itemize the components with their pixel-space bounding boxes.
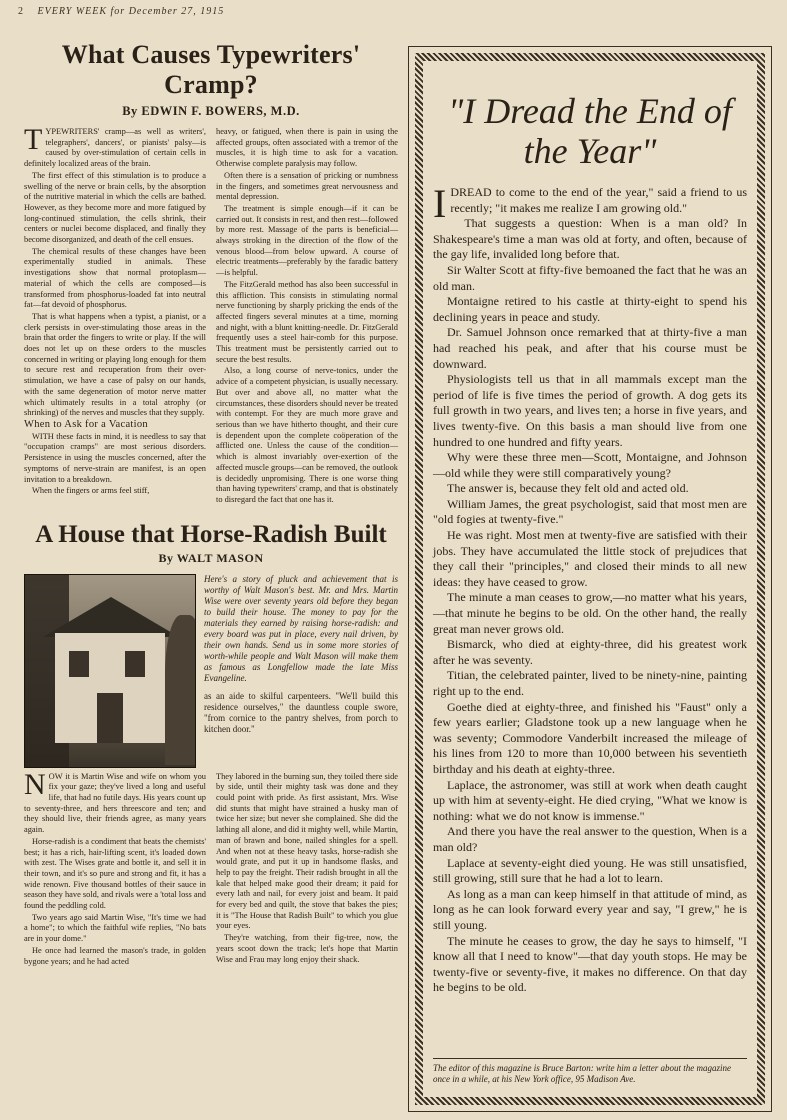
article2-title: A House that Horse-Radish Built <box>35 520 387 548</box>
tree-shape <box>165 615 196 765</box>
article1-body <box>24 123 398 507</box>
article1-p1 <box>24 123 206 170</box>
intro-continuation: as an aide to skilful carpenteers. "We'll build this residence ourselves," the dauntless couple swore, "from cornice to the pantry shelves, from porch to kitchen door." <box>204 690 398 734</box>
paragraph: That suggests a question: When is a man old? In Shakespeare's time a man was old at forty, and often, because of the gay life, invalided long before that. <box>433 216 747 262</box>
paragraph: Sir Walter Scott at fifty-five bemoaned the fact that he was an old man. <box>433 262 747 293</box>
article2-col1 <box>24 767 206 969</box>
paragraph: Why were these three men—Scott, Montaigne, and Johnson—old while they were still comparatively young? <box>433 450 747 480</box>
house-shape <box>55 633 165 743</box>
paragraph: Goethe died at eighty-three, and finished his "Faust" only a few years earlier; Gladstone took up a new language when he was seventy; Commodore Vanderbilt increased the mileage of his lines from 120 to more than 10,000 between his seventieth birthday and his death at eighty-three. <box>433 699 747 776</box>
paragraph: Physiologists tell us that in all mammals except man the period of life is five times the period of growth. A dog gets its full growth in two years, and lives ten; a horse in five years, and lives twenty-five. On this basis a man should live from one hundred to one hundred and fifty years. <box>433 372 747 449</box>
left-column <box>24 22 398 968</box>
article1-title: What Causes Typewriters' Cramp? <box>61 40 361 99</box>
paragraph-text: OW it is Martin Wise and wife on whom you fix your gaze; they've lived a long and useful life, that had no futile days. His years count up to seventy-three, and hers threescore and ten; and they should live, their friends agree, as many years again. <box>24 771 206 835</box>
paragraph: Laplace at seventy-eight died young. He was still unsatisfied, still growing, still sure that he had a lot to learn. <box>433 855 747 886</box>
paragraph: They're watching, from their fig-tree, now, the years scoot down the track; let's hope that Martin Wise and Frau may long enjoy their shack. <box>216 933 398 964</box>
running-head <box>18 6 224 17</box>
essay-content <box>433 69 747 1085</box>
paragraph-text: DREAD to come to the end of the year," said a friend to us recently; "it makes me realize I am growing old." <box>450 185 747 215</box>
running-title: EVERY WEEK for December 27, 1915 <box>37 6 225 17</box>
paragraph: The FitzGerald method has also been successful in this affliction. This consists in stimulating normal nerve functioning by sharply pricking the ends of the affected fingers several minutes at a time, morning and night, with a blunt knitting-needle. Dr. FitzGerald frequently uses a steel hair-comb for this purpose. This treatment must be persistently carried out to secure the best results. <box>216 279 398 364</box>
paragraph: Titian, the celebrated painter, lived to be ninety-nine, painting right up to the end. <box>433 668 747 698</box>
paragraph: When the fingers or arms feel stiff, <box>32 486 150 496</box>
paragraph: And there you have the real answer to the question, When is a man old? <box>433 824 747 854</box>
paragraph: The minute he ceases to grow, the day he says to himself, "I know all that I need to know"—that day youth stops. He may be twenty-five or seventy-five, it makes no difference. On that day he begins to be old. <box>433 933 747 995</box>
paragraph: Laplace, the astronomer, was still at work when death caught up with him at seventy-eight. He died crying, "What we know is nothing: what we do not know is immense." <box>433 777 747 823</box>
paragraph: Bismarck, who died at eighty-three, did his greatest work after he was seventy. <box>433 637 747 667</box>
paragraph: Also, a long course of nerve-tonics, under the advice of a competent physician, is usually necessary. But over and above all, no matter what the circumstances, these disorders should never be treated with contempt. For they are much more grave and serious than we have hitherto thought, and their cure is dependent upon the complete coöperation of the afflicted one. Unless the cause of the condition—which is almost invariably over-exertion of the affected muscle groups—can be removed, the outlook is decidedly unpromising. There is one worse thing than having typewriters' cramp, and that is obstinately to disregard the fact that one has it. <box>216 366 398 504</box>
paragraph: Often there is a sensation of pricking or numbness in the fingers, and sometimes great nervousness and mental depression. <box>216 170 398 202</box>
paragraph: The minute a man ceases to grow,—no matter what his years,—that minute he begins to be old. On the other hand, the really great man never grows old. <box>433 590 747 636</box>
article2-byline: By WALT MASON <box>158 550 264 565</box>
paragraph-text: YPEWRITERS' cramp—as well as writers', telegraphers', dancers', or pianists' palsy—is caused by over-stimulation of certain cells in definitely localized areas of the brain. <box>24 127 206 169</box>
article1-col2 <box>216 127 398 507</box>
roof-shape <box>43 597 179 637</box>
intro-text: Here's a story of pluck and achievement that is worthy of Walt Mason's best. Mr. and Mrs. Martin Wise were over seventy years old before they began to build their house. The money to pay for the materials they earned by raising horse-radish: and every board was put in place, every nail driven, by their own hands. Send us in some more stories of worth-while people and Walt Mason will make them as famous as Longfellow made the late Miss Evangeline. <box>204 573 398 684</box>
paragraph: Two years ago said Martin Wise, "It's time we had a home"; to which the faithful wife replies, "No bats are in your dome." <box>24 912 206 944</box>
paragraph: They labored in the burning sun, they toiled there side by side, until their mighty task was done and they could point with pride. As first assistant, Mrs. Wise did stunts that might have strained a husky man of twice her size; but never she complained. She did the lathing all alone, and did it mighty well, while Martin, man of brawn and bone, nailed shingles for a spell. And when not at these heavy tasks, horse-radish she would grate, and put it up in handsome flasks, and help to pay the freight. Their radish brought in all the kale that helped make good their dream; it paid for every lath and nail, for every joist and beam. It paid for every bed and quilt, the stove that bakes the pies; it is "The House that Radish Built" to which you glue your eyes. <box>216 771 398 931</box>
paragraph: The answer is, because they felt old and acted old. <box>447 481 689 496</box>
paragraph: William James, the great psychologist, said that most men are "old fogies at twenty-five." <box>433 496 747 527</box>
dropcap: N <box>24 767 46 801</box>
article2-col2 <box>216 772 398 969</box>
paragraph: The first effect of this stimulation is to produce a swelling of the nerve or brain cells, by the absorption of the nutritive material in which the cells are bathed. However, as they become more and more fatigued by long-continued stimulation, the cells shrink, their centers or nuclei become displaced, and finally they become disorganized, and death of the cell ensues. <box>24 170 206 245</box>
paragraph: Dr. Samuel Johnson once remarked that at thirty-five a man had reached his peak, and after that his course must be downward. <box>433 325 747 371</box>
article2-intro <box>204 574 398 768</box>
editor-note: The editor of this magazine is Bruce Barton: write him a letter about the magazine once in a while, at his New York office, 95 Madison Ave. <box>433 1058 747 1085</box>
paragraph: The chemical results of these changes have been experimentally studied in animals. These investigations show that normal protoplasm—material of which the cells are composed—is transformed from phosphorus-loaded fat into neutral fat—fat devoid of phosphorus. <box>24 246 206 310</box>
paragraph: heavy, or fatigued, when there is pain in using the affected groups, often associated with a tremor of the muscles, it is high time to ask for a vacation. Otherwise complete paralysis may follow. <box>216 127 398 169</box>
article1-byline: By EDWIN F. BOWERS, M.D. <box>122 104 300 118</box>
dropcap: I <box>433 181 447 226</box>
paragraph: WITH these facts in mind, it is needless to say that "occupation cramps" are most serious disorders. Persistence in using the muscles concerned, after the symptoms of nerve-strain are manifest, is an open invitation to a breakdown. <box>24 431 206 484</box>
paragraph: Horse-radish is a condiment that beats the chemists' best; it has a rich, hair-lifting scent, it's loaded down with zest. The Wises grate and bottle it, and sell it in their town, and it's so pure and strong and fit, it has a wide renown. Five thousand bottles of their sauce in season they have sold, and rivals were a 'total loss and found the peddling cold. <box>24 836 206 911</box>
article2-top <box>24 574 398 768</box>
article2-p1 <box>24 767 206 836</box>
dropcap: T <box>24 123 43 156</box>
essay-title: "I Dread the End of the Year" <box>448 91 732 171</box>
page-number: 2 <box>18 6 24 17</box>
article1-col1 <box>24 123 206 507</box>
subhead: When to Ask for a Vacation <box>24 418 148 430</box>
essay-box <box>408 46 772 1112</box>
essay-body <box>433 181 747 996</box>
paragraph: As long as a man can keep himself in that attitude of mind, as long as he can look forward every year and say, "I grew," he is still young. <box>433 886 747 932</box>
paragraph: That is what happens when a typist, a pianist, or a clerk persists in over-stimulating those areas in the brain that order the fingers to write or play. If the will does not let up on these orders to the muscles concerned in writing or playing long enough for them to secure rest and recuperation from their over-stimulation, we have a case of palsy on our hands, with the same degeneration of motor nerve matter which ultimately results in a total atrophy (or shrinking) of the nerves and muscles that they supply. <box>24 311 206 418</box>
essay-p1 <box>433 181 747 226</box>
paragraph: Montaigne retired to his castle at thirty-eight to spend his declining years in peace and study. <box>433 294 747 324</box>
house-photo <box>24 574 196 768</box>
paragraph: He was right. Most men at twenty-five are satisfied with their jobs. They have accumulated the little stock of prejudices that they call their "principles," and closed their minds to all new ideas: they have ceased to grow. <box>433 528 747 589</box>
paragraph: The treatment is simple enough—if it can be carried out. It consists in rest, and then rest—followed by more rest. Massage of the parts is beneficial—always stroking in the direction of the flow of the venous blood—from below upward. A course of electric treatments—preferably by the faradic battery—is helpful. <box>216 203 398 278</box>
paragraph: He once had learned the mason's trade, in golden bygone years; and he had acted <box>24 945 206 966</box>
article2-body <box>24 767 398 969</box>
